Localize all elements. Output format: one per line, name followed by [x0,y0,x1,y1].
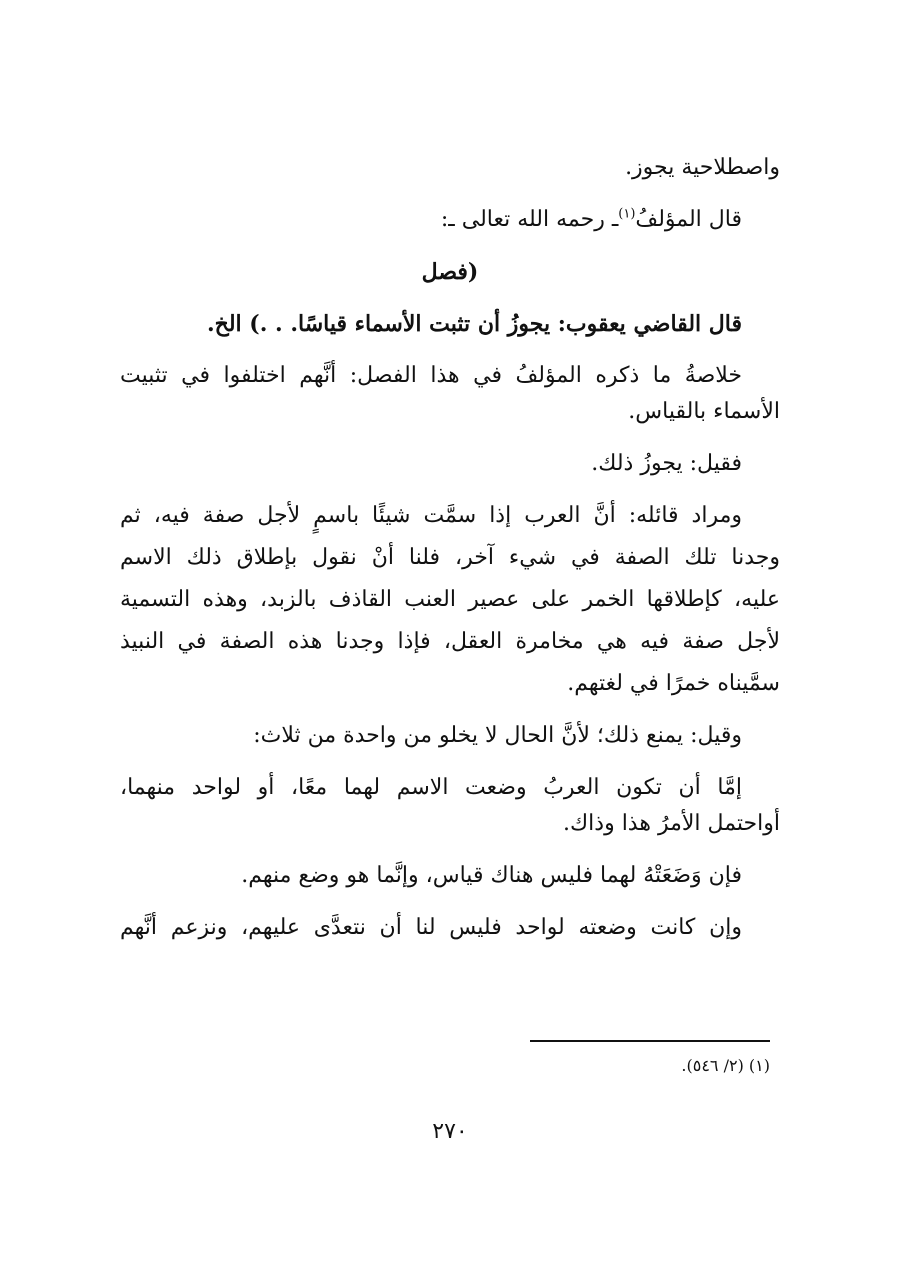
text-line: سمَّيناه خمرًا في لغتهم. [567,671,780,696]
footnote-marker: (١) [618,206,636,222]
text-line: ومراد قائله: أنَّ العرب إذا سمَّت شيئًا باسمٍ لأجل صفة فيه، ثم [120,503,742,528]
footnote-divider [530,1040,770,1042]
page-number: ٢٧٠ [432,1119,468,1144]
author-label: قال المؤلفُ [635,207,742,232]
text-line: الأسماء بالقياس. [628,399,780,424]
text-line: وجدنا تلك الصفة في شيء آخر، فلنا أنْ نقول بإطلاق ذلك الاسم [120,545,780,570]
author-statement [120,202,780,238]
author-blessing: ـ رحمه الله تعالى ـ: [440,207,619,232]
text-line: وقيل: يمنع ذلك؛ لأنَّ الحال لا يخلو من واحدة من ثلاث: [253,723,742,748]
text-line: إمَّا أن تكون العربُ وضعت الاسم لهما معًا، أو لواحد منهما، [120,775,742,800]
text-line: لأجل صفة فيه هي مخامرة العقل، فإذا وجدنا هذه الصفة في النبيذ [120,629,780,654]
text-line: فقيل: يجوزُ ذلك. [591,451,742,476]
text-line: عليه، كإطلاقها الخمر على عصير العنب القاذف بالزبد، وهذه التسمية [120,587,780,612]
quoted-statement: قال القاضي يعقوب: يجوزُ أن تثبت الأسماء قياسًا. . .) الخ. [206,311,742,337]
section-heading: (فصل [421,259,479,285]
main-text [120,150,780,946]
text-line: فإن وَضَعَتْهُ لهما فليس هناك قياس، وإنَّما هو وضع منهم. [241,863,742,888]
text-line: واصطلاحية يجوز. [625,155,780,180]
text-line: خلاصةُ ما ذكره المؤلفُ في هذا الفصل: أنَّهم اختلفوا في تثبيت [120,363,742,388]
text-line: وإن كانت وضعته لواحد فليس لنا أن نتعدَّى عليهم، ونزعم أنَّهم [120,915,742,940]
footnote-text: (١) (٢/ ٥٤٦). [681,1056,770,1075]
text-line: أواحتمل الأمرُ هذا وذاك. [563,811,780,836]
